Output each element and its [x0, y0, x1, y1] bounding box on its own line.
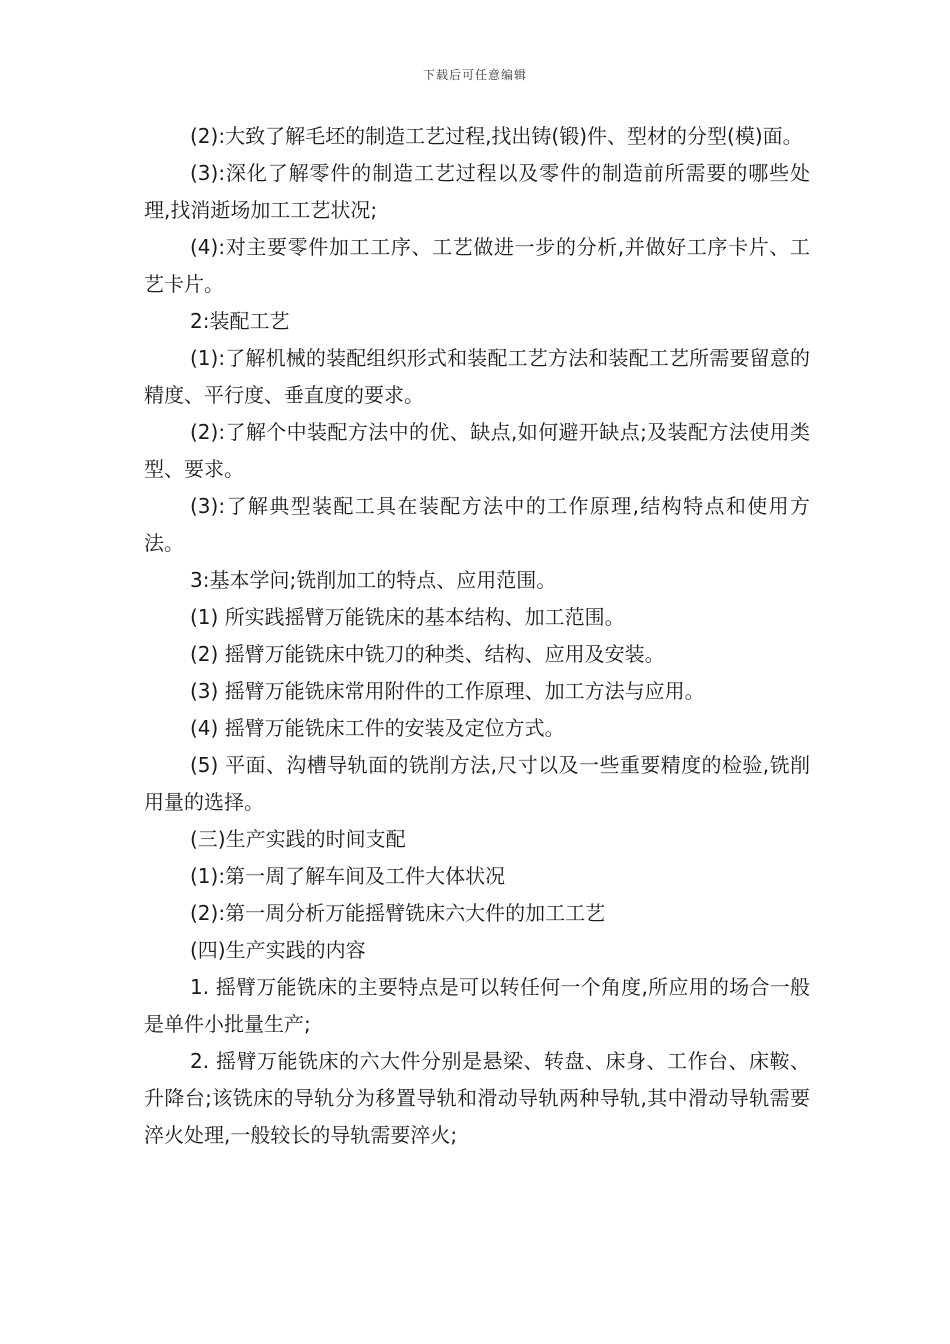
list-item: (3) 摇臂万能铣床常用附件的工作原理、加工方法与应用。 [190, 679, 705, 703]
list-item: (2):第一周分析万能摇臂铣床六大件的加工工艺 [190, 901, 606, 925]
list-item: (5) 平面、沟槽导轨面的铣削方法,尺寸以及一些重要精度的检验,铣削用量的选择。 [144, 753, 810, 814]
section-heading: (四)生产实践的内容 [190, 938, 366, 962]
list-item: 2. 摇臂万能铣床的六大件分别是悬梁、转盘、床身、工作台、床鞍、升降台;该铣床的导轨分为移置导轨和滑动导轨两种导轨,其中滑动导轨需要淬火处理,一般较长的导轨需要淬火; [144, 1049, 810, 1147]
document-body [144, 118, 810, 1154]
list-item: (4) 摇臂万能铣床工件的安装及定位方式。 [190, 716, 565, 740]
page-header: 下载后可任意编辑 [422, 68, 527, 82]
list-item: 1. 摇臂万能铣床的主要特点是可以转任何一个角度,所应用的场合一般是单件小批量生产; [144, 975, 810, 1036]
list-item: (1) 所实践摇臂万能铣床的基本结构、加工范围。 [190, 605, 625, 629]
paragraph: (1):了解机械的装配组织形式和装配工艺方法和装配工艺所需要留意的精度、平行度、垂直度的要求。 [144, 346, 810, 407]
paragraph: (3):了解典型装配工具在装配方法中的工作原理,结构特点和使用方法。 [144, 494, 810, 555]
paragraph: (2):大致了解毛坯的制造工艺过程,找出铸(锻)件、型材的分型(模)面。 [190, 124, 803, 148]
section-heading: 2:装配工艺 [190, 309, 290, 333]
paragraph: (4):对主要零件加工工序、工艺做进一步的分析,并做好工序卡片、工艺卡片。 [144, 235, 810, 296]
section-heading: 3:基本学问;铣削加工的特点、应用范围。 [190, 568, 557, 592]
paragraph: (2):了解个中装配方法中的优、缺点,如何避开缺点;及装配方法使用类型、要求。 [144, 420, 810, 481]
section-heading: (三)生产实践的时间支配 [190, 827, 406, 851]
list-item: (1):第一周了解车间及工件大体状况 [190, 864, 506, 888]
paragraph: (3):深化了解零件的制造工艺过程以及零件的制造前所需要的哪些处理,找消逝场加工工艺状况; [144, 161, 810, 222]
list-item: (2) 摇臂万能铣床中铣刀的种类、结构、应用及安装。 [190, 642, 665, 666]
